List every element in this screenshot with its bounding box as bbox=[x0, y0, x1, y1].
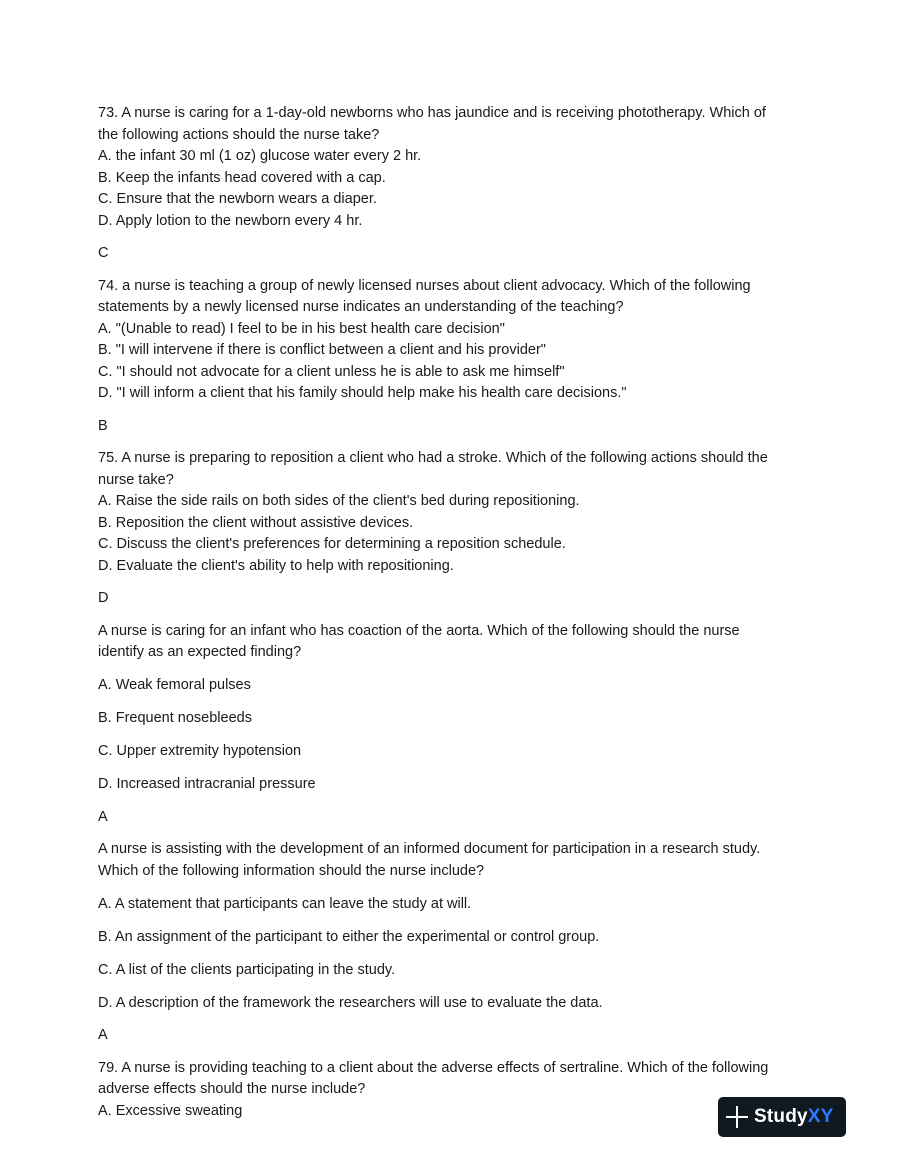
question-line: the following actions should the nurse take? bbox=[98, 126, 380, 143]
brand-text-study: Study bbox=[754, 1106, 808, 1127]
question-74 bbox=[98, 276, 818, 405]
answer-key: A bbox=[98, 808, 108, 825]
option-d: D. "I will inform a client that his family should help make his health care decisions." bbox=[98, 385, 627, 401]
option-c: C. Upper extremity hypotension bbox=[98, 743, 302, 759]
question-line: 73. A nurse is caring for a 1-day-old newborns who has jaundice and is receiving phototherapy. Which of bbox=[98, 105, 766, 121]
option-c: C. Ensure that the newborn wears a diaper. bbox=[98, 191, 377, 207]
option-b: B. "I will intervene if there is conflict between a client and his provider" bbox=[98, 342, 546, 358]
plus-icon bbox=[726, 1106, 748, 1128]
option-a: A. Raise the side rails on both sides of the client's bed during repositioning. bbox=[98, 493, 580, 509]
question-coarctation bbox=[98, 621, 818, 796]
answer-key: B bbox=[98, 417, 108, 434]
question-line: 75. A nurse is preparing to reposition a client who had a stroke. Which of the following actions should the bbox=[98, 450, 768, 466]
option-b: B. An assignment of the participant to either the experimental or control group. bbox=[98, 928, 600, 945]
answer-key: D bbox=[98, 590, 109, 606]
answer-key: C bbox=[98, 245, 109, 261]
option-d: D. Apply lotion to the newborn every 4 hr. bbox=[98, 212, 363, 229]
question-line: adverse effects should the nurse include? bbox=[98, 1081, 366, 1097]
option-c: C. A list of the clients participating in the study. bbox=[98, 961, 396, 978]
question-line: Which of the following information should the nurse include? bbox=[98, 862, 485, 879]
question-79 bbox=[98, 1058, 818, 1123]
option-d: D. Evaluate the client's ability to help with repositioning. bbox=[98, 557, 454, 574]
answer-key: A bbox=[98, 1027, 108, 1043]
question-line: identify as an expected finding? bbox=[98, 644, 302, 660]
option-d: D. Increased intracranial pressure bbox=[98, 776, 316, 792]
document-page bbox=[98, 103, 818, 1122]
studyxy-badge[interactable] bbox=[718, 1097, 846, 1137]
option-b: B. Frequent nosebleeds bbox=[98, 710, 252, 726]
question-line: 79. A nurse is providing teaching to a client about the adverse effects of sertraline. Which of the following bbox=[98, 1059, 769, 1076]
question-line: A nurse is caring for an infant who has coaction of the aorta. Which of the following should the nurse bbox=[98, 622, 740, 639]
brand-logo bbox=[754, 1106, 834, 1128]
option-a: A. the infant 30 ml (1 oz) glucose water every 2 hr. bbox=[98, 148, 422, 164]
option-b: B. Keep the infants head covered with a cap. bbox=[98, 169, 386, 186]
question-line: statements by a newly licensed nurse indicates an understanding of the teaching? bbox=[98, 299, 624, 315]
option-a: A. Weak femoral pulses bbox=[98, 677, 251, 693]
question-line: nurse take? bbox=[98, 471, 174, 488]
question-line: 74. a nurse is teaching a group of newly licensed nurses about client advocacy. Which of the following bbox=[98, 277, 751, 294]
option-c: C. Discuss the client's preferences for determining a reposition schedule. bbox=[98, 536, 566, 552]
option-c: C. "I should not advocate for a client unless he is able to ask me himself" bbox=[98, 363, 565, 380]
question-75 bbox=[98, 448, 818, 577]
question-line: A nurse is assisting with the development of an informed document for participation in a research study. bbox=[98, 841, 761, 857]
question-73 bbox=[98, 103, 818, 232]
option-b: B. Reposition the client without assistive devices. bbox=[98, 514, 414, 531]
option-a: A. Excessive sweating bbox=[98, 1102, 243, 1119]
question-informed-consent bbox=[98, 839, 818, 1014]
brand-text-xy: XY bbox=[807, 1106, 834, 1127]
option-d: D. A description of the framework the researchers will use to evaluate the data. bbox=[98, 994, 603, 1011]
option-a: A. "(Unable to read) I feel to be in his best health care decision" bbox=[98, 320, 505, 337]
option-a: A. A statement that participants can leave the study at will. bbox=[98, 895, 472, 912]
